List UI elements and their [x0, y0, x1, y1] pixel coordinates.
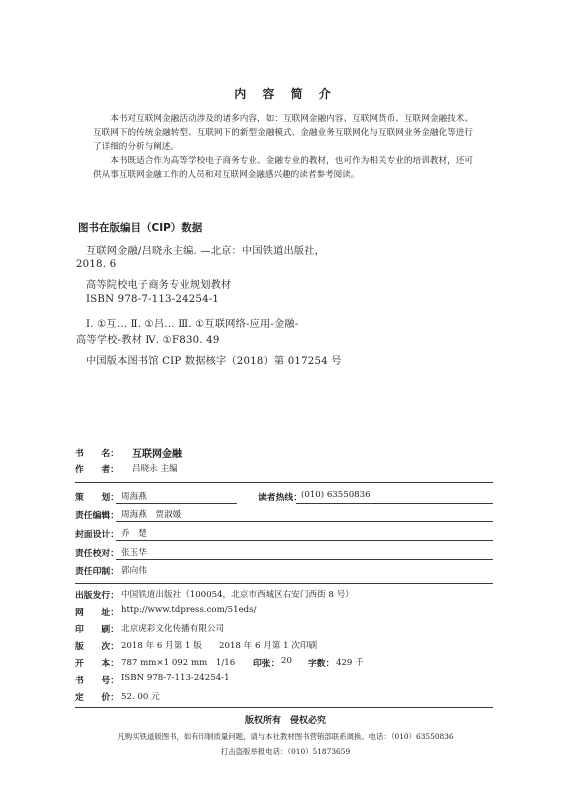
summary-title: 内 容 简 介 — [234, 87, 337, 101]
proofreader-value: 张玉华 — [121, 548, 147, 558]
hotline-value: (010) 63550836 — [301, 490, 371, 500]
summary-body — [93, 112, 473, 182]
proofreader-label: 责任校对： — [75, 549, 119, 559]
planner-label: 策 划： — [75, 493, 119, 503]
price-label: 定 价： — [75, 693, 119, 703]
book-title-label: 书 名： — [75, 449, 119, 459]
publisher-label: 出版发行： — [75, 591, 119, 601]
word-count-label: 字数： — [308, 659, 335, 669]
word-count-value: 429 千 — [336, 658, 364, 668]
editor-underline — [116, 521, 493, 522]
divider-1 — [75, 482, 493, 483]
printer-value: 北京虎彩文化传播有限公司 — [121, 624, 225, 634]
price-value: 52. 00 元 — [121, 692, 160, 702]
cip-line-6: 高等学校-教材 Ⅳ. ①F830. 49 — [76, 335, 220, 346]
isbn-label: 书 号： — [75, 676, 119, 686]
book-title-value: 互联网金融 — [132, 449, 182, 460]
editor-label: 责任编辑： — [75, 511, 119, 521]
copyright-notice: 版权所有 侵权必究 — [244, 716, 326, 726]
print-sheets-value: 20 — [281, 656, 292, 666]
divider-3 — [75, 707, 493, 708]
website-value: http://www.tdpress.com/51eds/ — [121, 605, 257, 615]
format-label: 开 本： — [75, 659, 119, 669]
cip-line-1: 互联网金融/吕晓永主编. —北京：中国铁道出版社， — [86, 246, 326, 257]
summary-paragraph-2: 本书既适合作为高等学校电子商务专业、金融专业的教材，也可作为相关专业的培训教材，还可供从事互联网金融工作的人员和对互联网金融感兴趣的读者参考阅读。 — [93, 156, 473, 180]
piracy-hotline: 打击盗版举报电话：（010）51873659 — [220, 747, 351, 756]
divider-2 — [75, 583, 493, 584]
publisher-value: 中国铁道出版社（100054，北京市西城区右安门西街 8 号） — [121, 590, 354, 600]
cip-line-3: 高等院校电子商务专业规划教材 — [86, 280, 232, 291]
planner-value: 周海燕 — [121, 492, 147, 502]
hotline-label: 读者热线： — [258, 493, 302, 503]
isbn-value: ISBN 978-7-113-24254-1 — [121, 673, 230, 683]
planner-underline — [116, 503, 237, 504]
print-manager-label: 责任印制： — [75, 567, 119, 577]
cip-line-2: 2018. 6 — [76, 259, 117, 270]
author-label: 作 者： — [75, 465, 119, 475]
quality-notice: 凡购买铁道版图书，如有印制质量问题，请与本社教材图书营销部联系调换。电话：（010）63550836 — [117, 732, 454, 741]
cover-design-value: 乔 楚 — [121, 529, 147, 539]
hotline-underline — [296, 503, 493, 504]
cip-line-5: Ⅰ. ①互… Ⅱ. ①吕… Ⅲ. ①互联网络-应用-金融- — [86, 319, 299, 330]
author-value: 吕晓永 主编 — [132, 464, 178, 474]
cip-line-4: ISBN 978-7-113-24254-1 — [86, 294, 220, 305]
website-label: 网 址： — [75, 608, 119, 618]
proof-underline — [116, 559, 493, 560]
cover-underline — [116, 540, 493, 541]
summary-paragraph-1: 本书对互联网金融活动涉及的诸多内容，如：互联网金融内容、互联网货币、互联网金融技术、互联网下的传统金融转型、互联网下的新型金融模式、金融业务互联网化与互联网业务金融化等进行了详细的分析与阐述。 — [93, 114, 473, 152]
printer-label: 印 刷： — [75, 625, 119, 635]
print-sheets-label: 印张： — [253, 659, 280, 669]
editor-value: 周海燕 贾淑媛 — [121, 510, 182, 520]
format-value: 787 mm×1 092 mm 1/16 — [121, 658, 236, 668]
cip-heading: 图书在版编目（CIP）数据 — [78, 222, 203, 234]
cip-line-7: 中国版本图书馆 CIP 数据核字（2018）第 017254 号 — [86, 356, 342, 367]
edition-value: 2018 年 6 月第 1 版 2018 年 6 月第 1 次印刷 — [121, 641, 318, 651]
cover-design-label: 封面设计： — [75, 530, 119, 540]
print-manager-value: 郭向伟 — [121, 566, 147, 576]
edition-label: 版 次： — [75, 642, 119, 652]
